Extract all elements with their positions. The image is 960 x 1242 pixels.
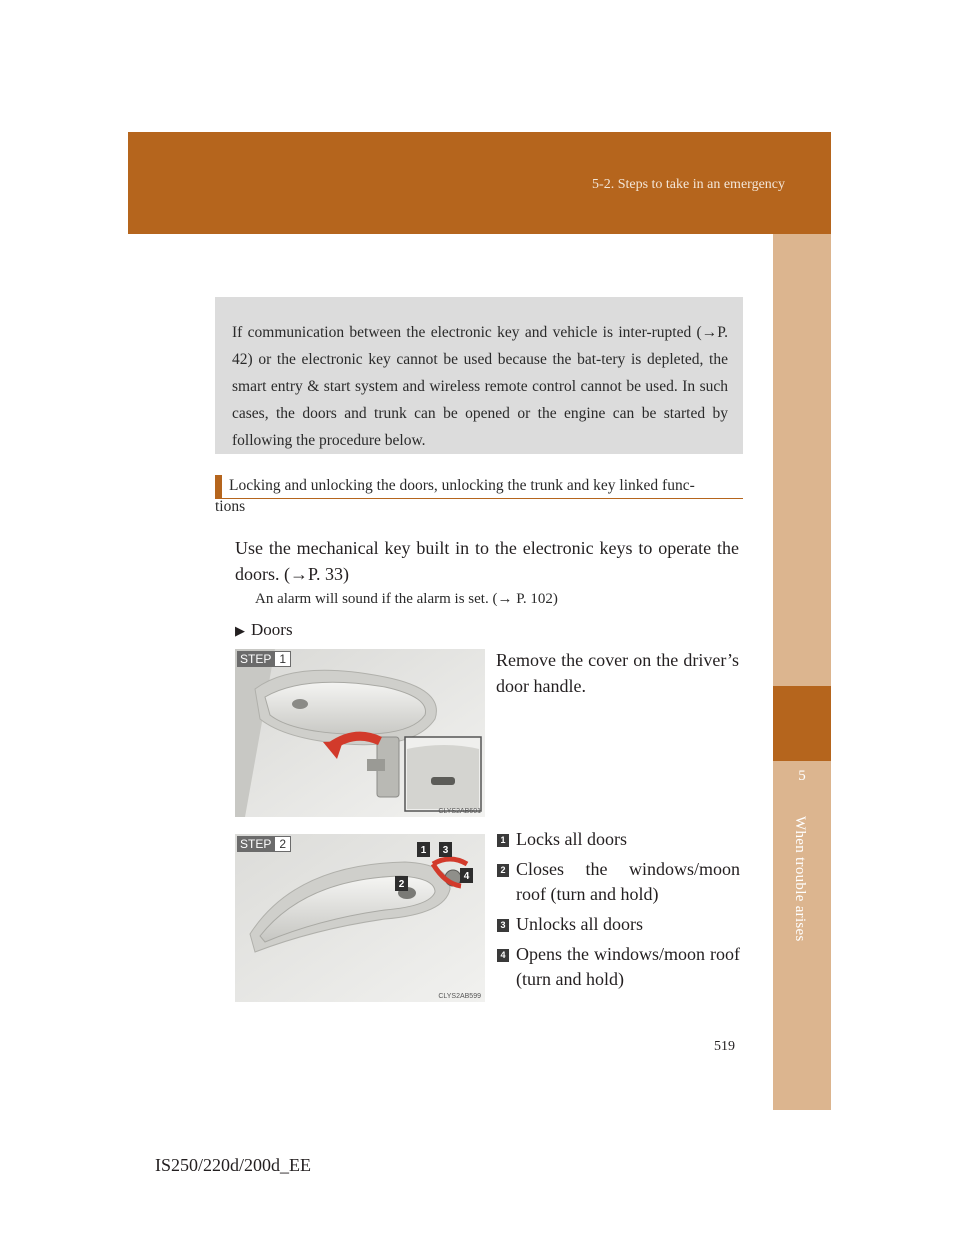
- list-item: [496, 912, 740, 937]
- step-word: STEP: [237, 836, 274, 852]
- step1-photo: [235, 649, 485, 817]
- list-item: [496, 857, 740, 907]
- list-item-text: Locks all doors: [516, 829, 627, 849]
- photo-code: CLYS2AB599: [438, 993, 481, 1000]
- intro-box: [215, 297, 743, 454]
- chapter-tab-marker: [773, 686, 831, 761]
- doors-label: Doors: [251, 620, 293, 639]
- number-badge: 3: [497, 919, 509, 932]
- key-cylinder-illustration: [235, 834, 485, 1002]
- photo-code: CLYS2AB601: [438, 808, 481, 815]
- step2-photo: [235, 834, 485, 1002]
- section-heading: [215, 475, 743, 499]
- number-badge: 1: [497, 834, 509, 847]
- step2-list: [496, 827, 740, 997]
- chapter-title: When trouble arises: [792, 816, 808, 942]
- section-title-continued: tions: [215, 498, 246, 515]
- body-paragraph: Use the mechanical key built in to the electronic keys to operate the doors. (→P. 33): [235, 538, 739, 584]
- header-bar: [128, 132, 831, 234]
- page-number: 519: [714, 1039, 735, 1054]
- number-badge: 2: [497, 864, 509, 877]
- step-number: 1: [274, 651, 291, 667]
- svg-text:2: 2: [398, 879, 405, 890]
- list-item: [496, 942, 740, 992]
- list-item-text: Opens the windows/moon roof (turn and hold): [516, 944, 740, 989]
- list-item-text: Closes the windows/moon roof (turn and hold): [516, 859, 740, 904]
- step2-label: [237, 836, 291, 852]
- footer-model-code: IS250/220d/200d_EE: [155, 1155, 311, 1175]
- chapter-number: 5: [798, 768, 806, 784]
- intro-text: If communication between the electronic key and vehicle is inter-rupted (→P. 42) or the electronic key cannot be used because the bat-tery is depleted, the smart entry & start system and wireless remote control cannot be used. In such cases, the doors and trunk can be opened or the engine can be started by following the procedure below.: [232, 324, 728, 449]
- list-item: [496, 827, 740, 852]
- door-handle-cover-illustration: [235, 649, 485, 817]
- section-header: 5-2. Steps to take in an emergency: [592, 177, 785, 192]
- number-badge: 4: [497, 949, 509, 962]
- svg-text:1: 1: [420, 845, 427, 856]
- section-title: Locking and unlocking the doors, unlocking the trunk and key linked func-: [229, 477, 695, 494]
- step1-instruction: Remove the cover on the driver’s door handle.: [496, 650, 739, 696]
- section-marker: [215, 475, 222, 498]
- svg-text:3: 3: [442, 845, 449, 856]
- step1-label: [237, 651, 291, 667]
- doors-subheading: [235, 620, 293, 640]
- triangle-bullet-icon: ▶: [235, 623, 245, 638]
- svg-text:4: 4: [463, 871, 470, 882]
- step-number: 2: [274, 836, 291, 852]
- step-word: STEP: [237, 651, 274, 667]
- alarm-note: An alarm will sound if the alarm is set. (→ P. 102): [255, 591, 558, 607]
- list-item-text: Unlocks all doors: [516, 914, 643, 934]
- chapter-side-tab: [773, 234, 831, 1110]
